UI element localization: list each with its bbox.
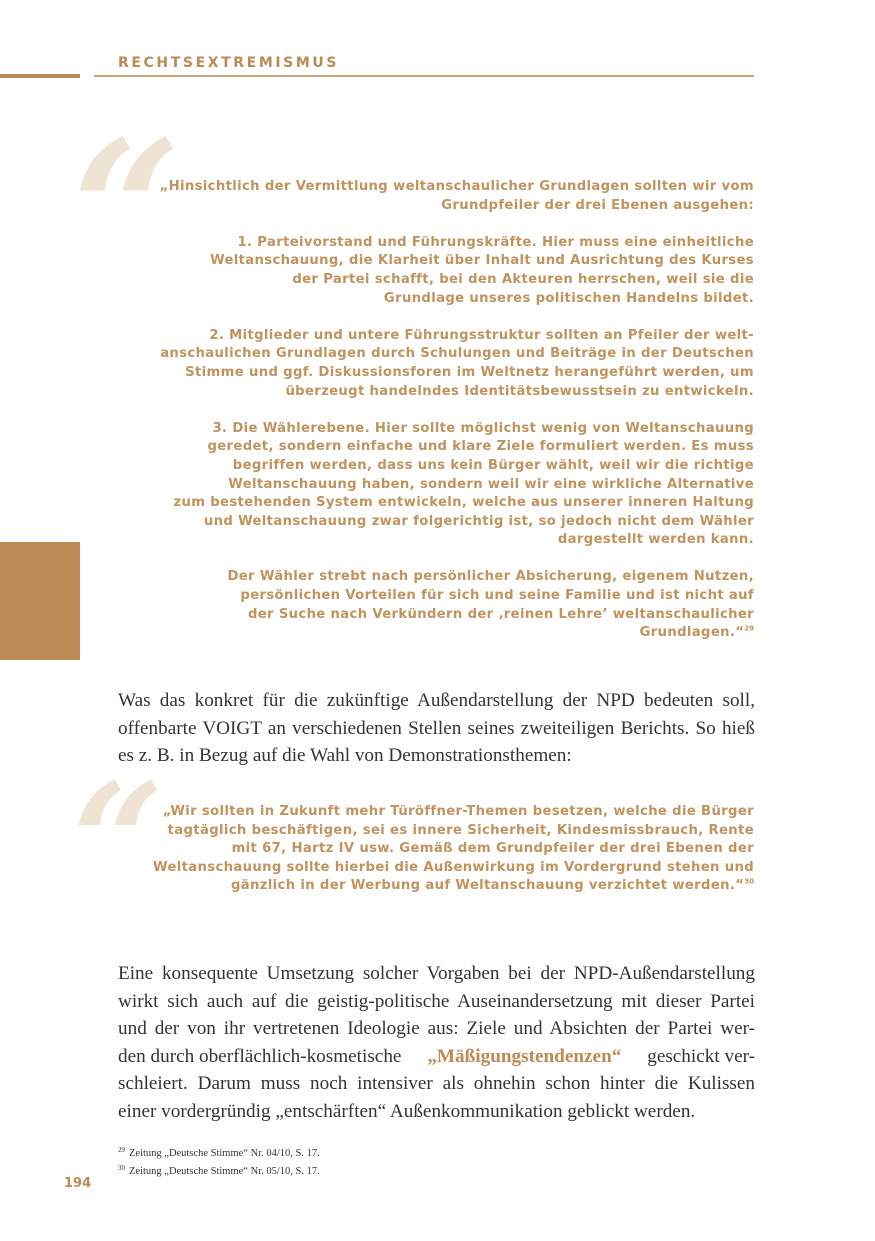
footnote-text: Zeitung „Deutsche Stimme“ Nr. 05/10, S. 17. — [129, 1166, 320, 1177]
quote-line: tagtäglich beschäftigen, sei es innere Sicherheit, Kindesmissbrauch, Rente — [167, 822, 754, 838]
quote-line-text: gänzlich in der Werbung auf Weltanschauung verzichtet werden.“ — [230, 878, 745, 894]
quote-line — [153, 877, 754, 896]
quote-paragraph — [160, 327, 754, 401]
quote-paragraph — [160, 234, 754, 308]
quote-paragraph — [160, 178, 754, 215]
quote-line — [160, 624, 754, 643]
footnote-ref: 29 — [744, 624, 754, 633]
quote-line: der Partei schafft, bei den Akteuren herrschen, weil sie die — [292, 271, 754, 287]
footnote — [118, 1145, 320, 1163]
quote-block-2 — [153, 803, 754, 896]
quote-mark-icon: “ — [72, 99, 164, 322]
quote-line: 3. Die Wählerebene. Hier sollte möglichst wenig von Weltanschauung — [212, 420, 754, 436]
quote-line: Der Wähler strebt nach persönlicher Absicherung, eigenem Nutzen, — [227, 569, 754, 585]
quote-line: anschaulichen Grundlagen durch Schulungen und Beiträge in der Deutschen — [160, 346, 754, 362]
body-line: einer vordergründig „entschärften“ Außenkommunikation geblickt werden. — [118, 1100, 696, 1122]
page-number: 194 — [64, 1176, 92, 1191]
running-header: RECHTSEXTREMISMUS — [118, 55, 340, 71]
footnote-number: 30 — [118, 1163, 125, 1172]
quote-line: überzeugt handelndes Identitätsbewusstsein zu entwickeln. — [285, 383, 754, 399]
header-rule-left — [0, 74, 80, 78]
quote-line: der Suche nach Verkündern der ‚reinen Lehre’ weltanschaulicher — [247, 606, 754, 622]
quote-line: Stimme und ggf. Diskussionsforen im Weltnetz herangeführt werden, um — [185, 364, 754, 380]
body-line: und der von ihr vertretenen Ideologie aus: Ziele und Absichten der Partei wer- — [118, 1018, 755, 1039]
quote-line-text: Grundlagen.“ — [639, 625, 745, 641]
quote-line: Weltanschauung, die Klarheit über Inhalt und Ausrichtung des Kurses — [210, 253, 754, 269]
footnote-ref: 30 — [744, 877, 754, 886]
quote-line: mit 67, Hartz IV usw. Gemäß dem Grundpfeiler der drei Ebenen der — [231, 841, 754, 857]
body-line: schleiert. Darum muss noch intensiver als ohnehin schon hinter die Kulissen — [118, 1073, 755, 1094]
body-line: Was das konkret für die zukünftige Außendarstellung der NPD bedeuten soll, — [118, 690, 755, 711]
quote-line: Grundpfeiler der drei Ebenen ausgehen: — [441, 197, 754, 213]
footnotes — [118, 1145, 320, 1181]
quote-block-1 — [160, 178, 754, 643]
quote-mark-icon: “ — [72, 748, 147, 936]
quote-line: dargestellt werden kann. — [557, 532, 754, 548]
quote-line: und Weltanschauung zwar folgerichtig ist, so jedoch nicht dem Wähler — [203, 513, 754, 529]
quote-line: Weltanschauung haben, sondern weil wir eine wirkliche Alternative — [228, 476, 754, 492]
body-line: offenbarte VOIGT an verschiedenen Stellen seines zweiteiligen Berichts. So hieß — [118, 717, 755, 739]
body-line — [118, 1043, 755, 1071]
side-marker-block — [0, 542, 80, 660]
quote-line: „Hinsichtlich der Vermittlung weltanschaulicher Grundlagen sollten wir vom — [159, 179, 754, 194]
body-paragraph-1 — [118, 687, 755, 770]
body-line-text: den durch oberflächlich-kosmetische — [118, 1045, 402, 1067]
footnote-text: Zeitung „Deutsche Stimme“ Nr. 04/10, S. 17. — [129, 1148, 320, 1159]
quote-paragraph — [160, 420, 754, 550]
quote-line: 1. Parteivorstand und Führungskräfte. Hier muss eine einheitliche — [237, 234, 754, 250]
footnote — [118, 1163, 320, 1181]
body-line: wirkt sich auch auf die geistig-politische Auseinandersetzung mit dieser Partei — [118, 990, 755, 1012]
quote-line: zum bestehenden System entwickeln, welche aus unserer inneren Haltung — [173, 495, 754, 511]
quote-line: Weltanschauung sollte hierbei die Außenwirkung im Vordergrund stehen und — [153, 859, 754, 875]
quote-line: „Wir sollten in Zukunft mehr Türöffner-Themen besetzen, welche die Bürger — [162, 804, 754, 819]
header-rule-right — [94, 75, 754, 77]
quote-line: persönlichen Vorteilen für sich und seine Familie und ist nicht auf — [240, 588, 754, 604]
quote-line: begriffen werden, dass uns kein Bürger wählt, weil wir die richtige — [232, 457, 754, 473]
body-paragraph-2 — [118, 960, 755, 1125]
highlighted-term: „Mäßigungstendenzen“ — [427, 1045, 622, 1067]
quote-line: geredet, sondern einfache und klare Ziele formuliert werden. Es muss — [207, 439, 754, 455]
body-line: Eine konsequente Umsetzung solcher Vorgaben bei der NPD-Außendarstellung — [118, 963, 755, 984]
body-line: es z. B. in Bezug auf die Wahl von Demonstrationsthemen: — [118, 745, 572, 766]
body-line-text: geschickt ver- — [647, 1045, 755, 1067]
footnote-number: 29 — [118, 1145, 125, 1154]
quote-line: 2. Mitglieder und untere Führungsstruktur sollten an Pfeiler der welt- — [209, 327, 754, 343]
quote-line: Grundlage unseres politischen Handelns bildet. — [383, 290, 754, 306]
quote-paragraph — [160, 568, 754, 642]
